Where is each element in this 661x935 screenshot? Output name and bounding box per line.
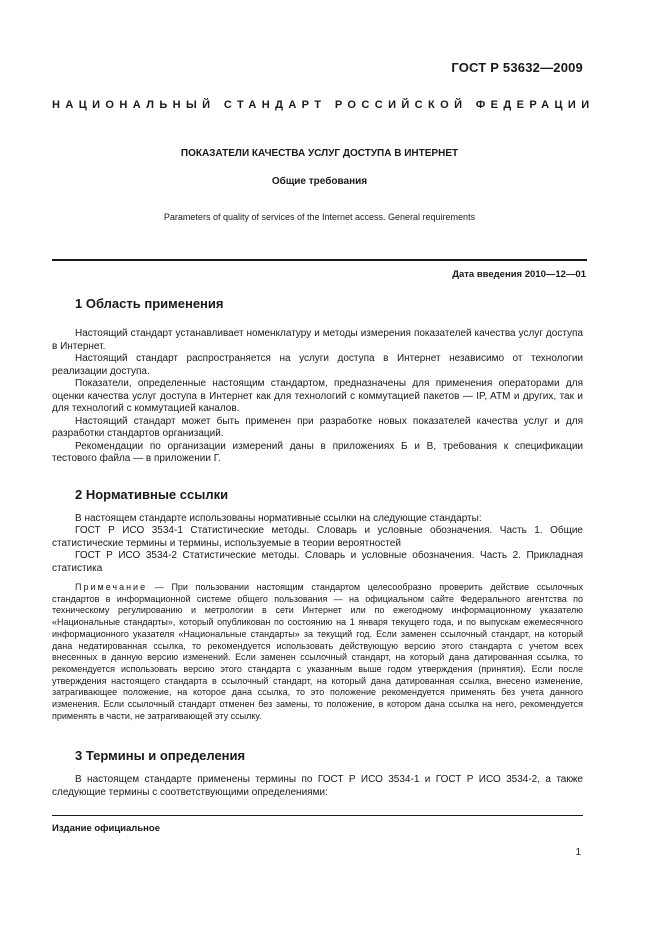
reference-item: ГОСТ Р ИСО 3534-1 Статистические методы. Словарь и условные обозначения. Часть 1. Общие статистические термины и термины, используемые в теории вероятностей — [52, 525, 583, 549]
paragraph: Показатели, определенные настоящим стандартом, предназначены для применения операторами для оценки качества услуг доступа в Интернет как для технологий с коммутацией пакетов — IP, ATM и других, так и для технологий с коммутацией каналов. — [52, 378, 583, 414]
note — [52, 582, 583, 722]
section-normative-references — [52, 487, 583, 723]
national-standard-banner: НАЦИОНАЛЬНЫЙ СТАНДАРТ РОССИЙСКОЙ ФЕДЕРАЦИИ — [52, 99, 595, 111]
paragraph: Настоящий стандарт распространяется на услуги доступа в Интернет независимо от технологии реализации доступа. — [52, 353, 583, 377]
page-number: 1 — [575, 847, 581, 858]
document-title: ПОКАЗАТЕЛИ КАЧЕСТВА УСЛУГ ДОСТУПА В ИНТЕРНЕТ — [180, 148, 459, 159]
paragraph: Настоящий стандарт может быть применен при разработке новых показателей качества услуг и для разработки стандартов организаций. — [52, 415, 583, 439]
note-label: Примечание — [75, 582, 148, 592]
section-heading: 3 Термины и определения — [75, 748, 246, 764]
header-divider — [52, 259, 587, 261]
section-terms — [52, 748, 583, 799]
paragraph: В настоящем стандарте использованы нормативные ссылки на следующие стандарты: — [75, 512, 482, 524]
footer-divider — [52, 815, 583, 816]
paragraph: Настоящий стандарт устанавливает номенклатуру и методы измерения показателей качества услуг доступа в Интернет. — [52, 328, 583, 352]
note-text: — При пользовании настоящим стандартом целесообразно проверить действие ссылочных стандартов в информационной системе общего пользования — на официальном сайте Федерального агентства по техническому регулированию и метрологии в сети Интернет или по ежегодному информационному указателю «Национальные стандарты», который опубликован по состоянию на 1 января текущего года, и по выпускам ежемесячного информационного указателя «Национальные стандарты» за текущий год. Если заменен ссылочный стандарт, на который дана недатированная ссылка, то рекомендуется использовать действующую версию этого стандарта с учетом всех внесенных в данную версию изменений. Если заменен ссылочный стандарт, на который дана датированная ссылка, то рекомендуется использовать версию этого стандарта с указанным выше годом утверждения (принятия). Если после утверждения настоящего стандарта в ссылочный стандарт, на который дана датированная ссылка, внесено изменение, затрагивающее положение, на которое дана ссылка, то это положение рекомендуется применять без учета данного изменения. Если ссылочный стандарт отменен без замены, то положение, в котором дана ссылка на него, рекомендуется применять в части, не затрагивающей эту ссылку. — [52, 582, 583, 721]
paragraph: Рекомендации по организации измерений даны в приложениях Б и В, требования к спецификации тестового файла — в приложении Г. — [52, 440, 583, 464]
section-heading: 1 Область применения — [75, 296, 224, 311]
section-scope — [52, 296, 583, 466]
english-title: Parameters of quality of services of the Internet access. General requirements — [163, 212, 476, 222]
reference-item: ГОСТ Р ИСО 3534-2 Статистические методы. Словарь и условные обозначения. Часть 2. Прикладная статистика — [52, 550, 583, 574]
paragraph: В настоящем стандарте применены термины по ГОСТ Р ИСО 3534-1 и ГОСТ Р ИСО 3534-2, а также следующие термины с соответствующими определениями: — [52, 774, 583, 798]
section-heading: 2 Нормативные ссылки — [75, 486, 229, 502]
introduction-date: Дата введения 2010—12—01 — [452, 269, 586, 280]
standard-code: ГОСТ Р 53632—2009 — [451, 60, 583, 75]
document-body — [52, 296, 583, 799]
edition-label: Издание официальное — [52, 823, 160, 834]
document-subtitle: Общие требования — [271, 176, 368, 187]
